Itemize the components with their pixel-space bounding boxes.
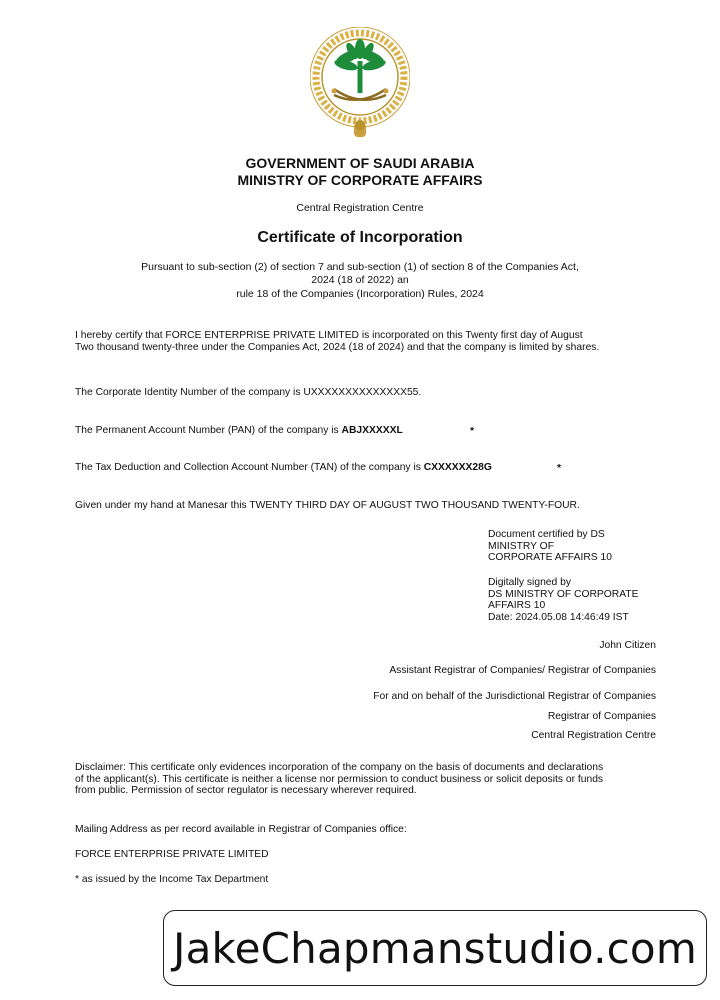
tan-asterisk: * [557,462,562,474]
signed-line-2: DS MINISTRY OF CORPORATE [488,588,639,600]
centre-name: Central Registration Centre [296,202,424,214]
signatory-role: Assistant Registrar of Companies/ Registrar of Companies [389,665,656,676]
registrar-line: Registrar of Companies [547,711,656,722]
pursuant-line-2: 2024 (18 of 2022) an [311,274,409,286]
pursuant-line-3: rule 18 of the Companies (Incorporation) Rules, 2024 [236,288,484,300]
certified-line-1: Document certified by DS [488,529,605,540]
certified-line-3: CORPORATE AFFAIRS 10 [488,552,612,563]
signed-line-4: Date: 2024.05.08 14:46:49 IST [488,611,629,623]
certify-line-2: Two thousand twenty-three under the Companies Act, 2024 (18 of 2024) and that the company is limited by shares. [75,342,600,353]
signed-line-1: Digitally signed by [488,577,571,588]
digital-signature-block [488,577,688,623]
certificate-title: Certificate of Incorporation [257,229,463,246]
registration-centre-line: Central Registration Centre [531,730,656,741]
disclaimer-line-2: of the applicant(s). This certificate is neither a license nor permission to conduct business or solicit deposits or funds [75,773,604,785]
mailing-address-label: Mailing Address as per record available in Registrar of Companies office: [75,824,407,835]
certified-line-2: MINISTRY OF [488,540,554,552]
certify-line-1: I hereby certify that FORCE ENTERPRISE PRIVATE LIMITED is incorporated on this Twenty first day of August [75,330,583,341]
certified-by-block [488,529,688,564]
ministry-title: MINISTRY OF CORPORATE AFFAIRS [237,172,483,188]
watermark-text: JakeChapmanstudio.com [173,923,697,973]
saudi-emblem-icon [310,27,410,141]
tan-label: The Tax Deduction and Collection Account Number (TAN) of the company is [75,462,424,473]
signatory-name: John Citizen [599,640,656,651]
disclaimer-line-1: Disclaimer: This certificate only evidences incorporation of the company on the basis of documents and declarations [75,762,604,773]
tan-value: CXXXXXX28G [423,462,492,473]
given-statement: Given under my hand at Manesar this TWENTY THIRD DAY OF AUGUST TWO THOUSAND TWENTY-FOUR. [75,500,580,511]
pan-label: The Permanent Account Number (PAN) of the company is [75,425,342,436]
signed-line-3: AFFAIRS 10 [488,600,546,611]
footnote: * as issued by the Income Tax Department [75,874,269,885]
pan-value: ABJXXXXXL [341,425,403,436]
mailing-company-name: FORCE ENTERPRISE PRIVATE LIMITED [75,849,269,860]
disclaimer-line-3: from public. Permission of sector regulator is necessary wherever required. [75,785,417,796]
pan-statement [75,425,675,437]
on-behalf-line: For and on behalf of the Jurisdictional Registrar of Companies [373,691,656,702]
cin-statement: The Corporate Identity Number of the company is UXXXXXXXXXXXXXX55. [75,387,422,398]
pan-asterisk: * [470,425,475,437]
pursuant-line-1: Pursuant to sub-section (2) of section 7 and sub-section (1) of section 8 of the Companies Act, [141,261,579,273]
government-title: GOVERNMENT OF SAUDI ARABIA [245,155,475,171]
disclaimer [75,762,695,797]
tan-statement [75,462,675,474]
watermark-box [163,910,707,986]
